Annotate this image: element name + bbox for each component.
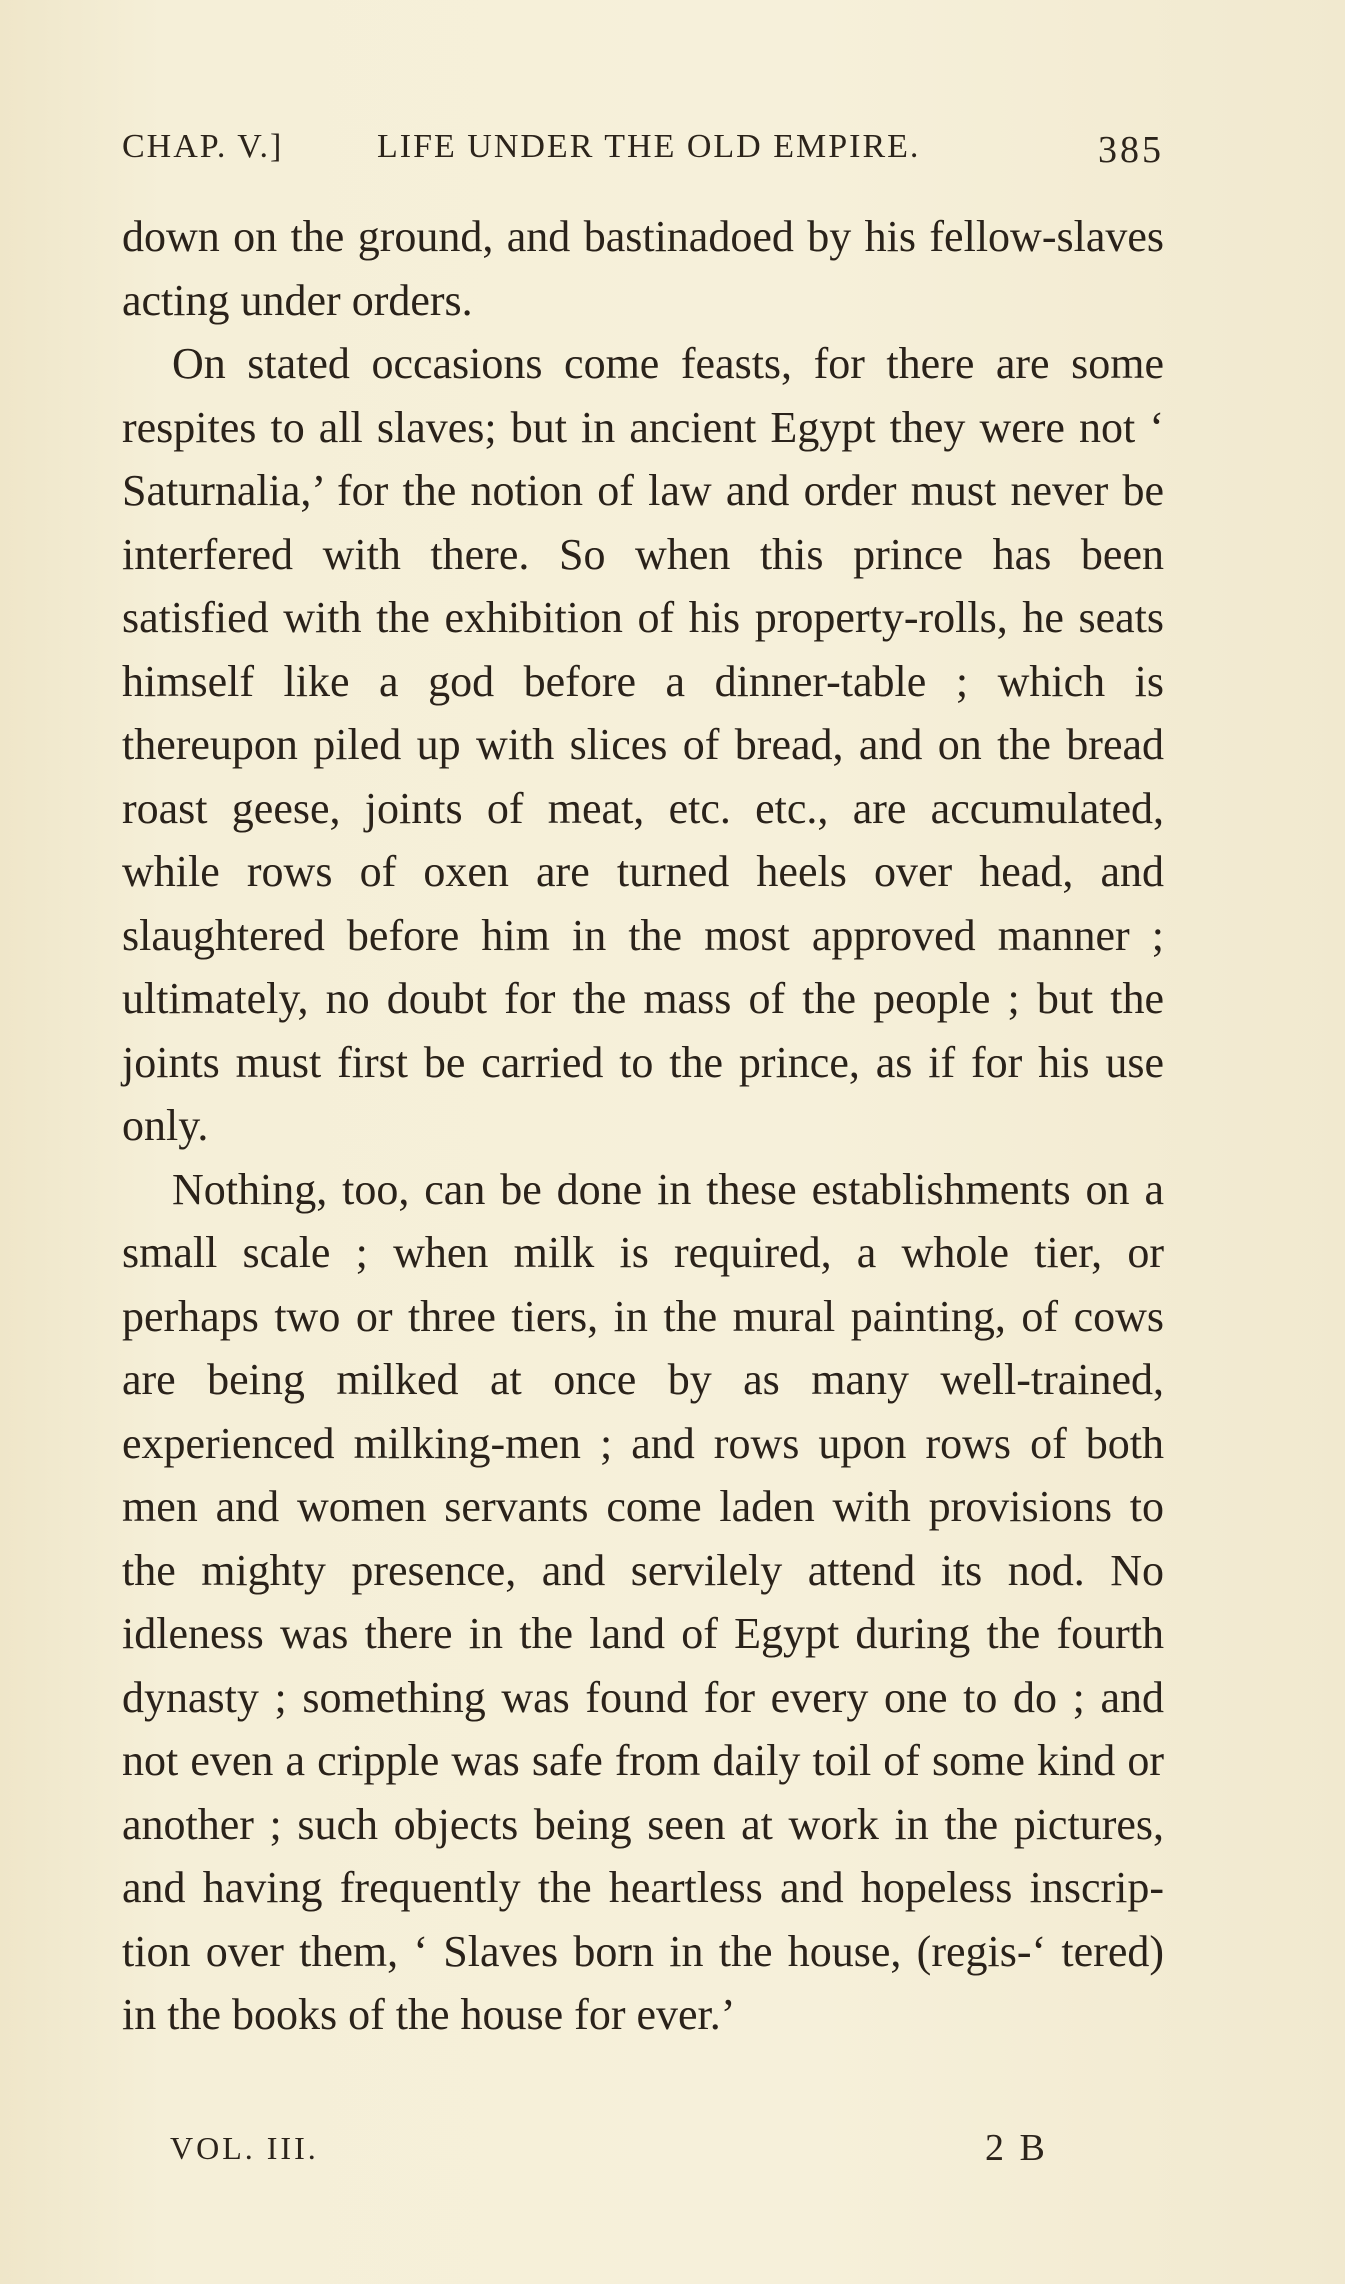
paragraph-continuation: down on the ground, and bastinadoed by his fellow-slaves acting under orders. <box>122 212 1164 325</box>
page-footer <box>170 2127 1070 2170</box>
paragraph-feasts: On stated occasions come feasts, for there are some respites to all slaves; but in ancient Egypt they were not ‘ Saturnalia,’ for the notion of law and order must never be interfered with there. So when this prince has been satisfied with the exhibition of his property-rolls, he seats himself like a god before a dinner-table ; which is thereupon piled up with slices of bread, and on the bread roast geese, joints of meat, etc. etc., are accumulated, while rows of oxen are turned heels over head, and slaughtered before him in the most approved manner ; ultimately, no doubt for the mass of the people ; but the joints must first be carried to the prince, as if for his use only. <box>122 339 1164 1150</box>
volume-label: VOL. III. <box>170 2130 319 2166</box>
signature-mark: 2 B <box>985 2127 1048 2169</box>
chapter-label: CHAP. V.] <box>122 128 284 165</box>
paragraph-establishments: Nothing, too, can be done in these establishments on a small scale ; when milk is required, a whole tier, or perhaps two or three tiers, in the mural painting, of cows are being milked at once by as many well-trained, experienced milking-men ; and rows upon rows of both men and women servants come laden with provisions to the mighty presence, and servilely attend its nod. No idleness was there in the land of Egypt during the fourth dynasty ; something was found for every one to do ; and not even a cripple was safe from daily toil of some kind or another ; such objects being seen at work in the pictures, and having frequently the heartless and hopeless inscrip-tion over them, ‘ Slaves born in the house, (regis-‘ tered) in the books of the house for ever.’ <box>122 1164 1164 2039</box>
page-number: 385 <box>1098 129 1164 171</box>
running-header <box>122 128 1164 172</box>
body-text <box>122 205 1164 2047</box>
running-title: LIFE UNDER THE OLD EMPIRE. <box>377 128 921 165</box>
